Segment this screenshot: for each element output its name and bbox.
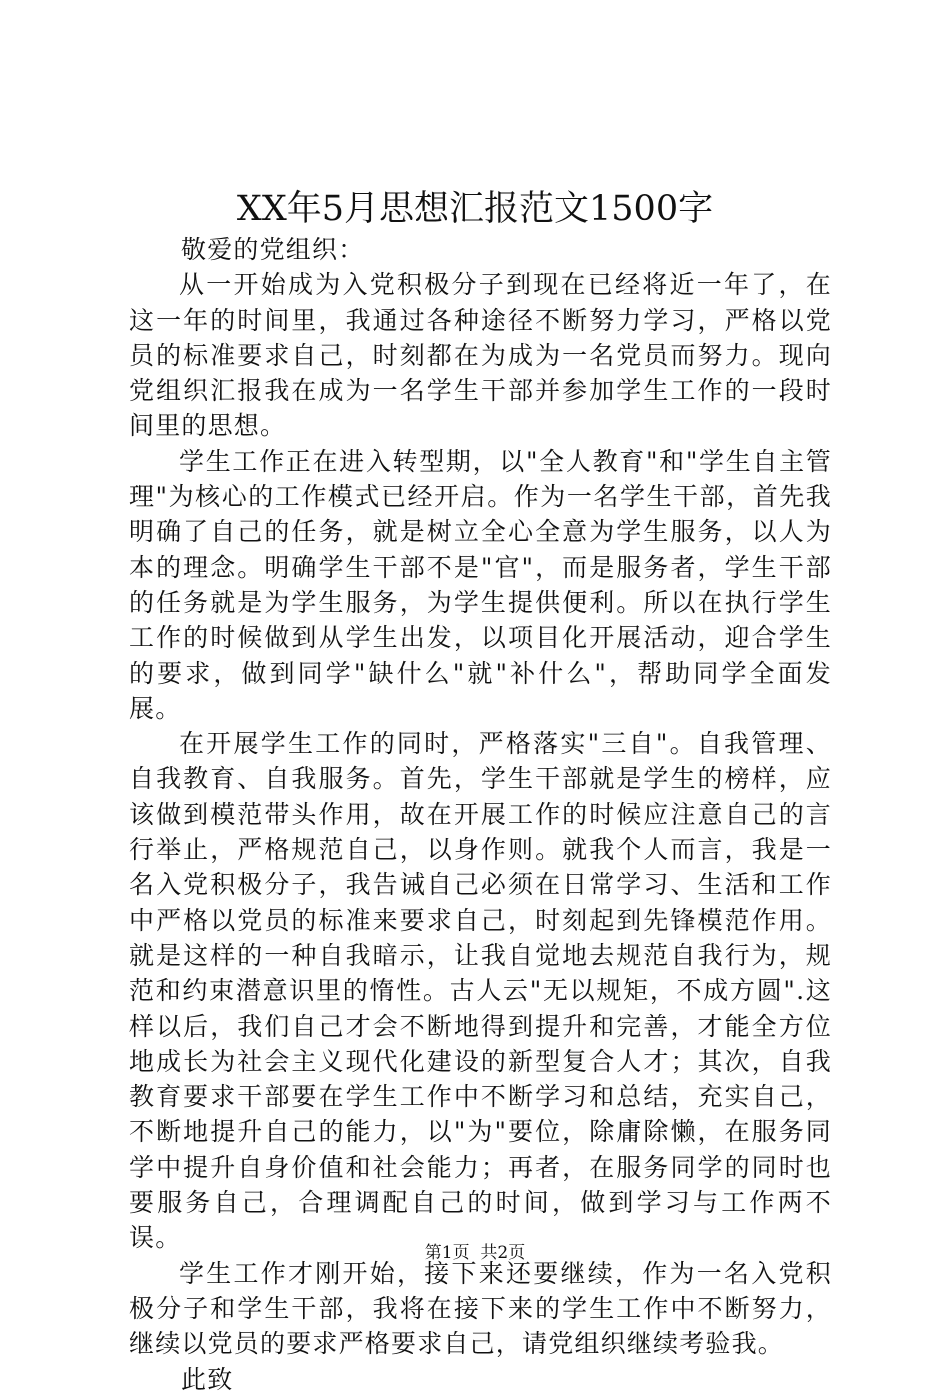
salutation: 敬爱的党组织： bbox=[181, 235, 365, 264]
document-body bbox=[129, 232, 832, 1397]
paragraph-1: 从一开始成为入党积极分子到现在已经将近一年了，在这一年的时间里，我通过各种途径不断努力学习，严格以党员的标准要求自己，时刻都在为成为一名党员而努力。现向党组织汇报我在成为一名学生干部并参加学生工作的一段时间里的思想。 bbox=[129, 270, 832, 441]
paragraph-3: 在开展学生工作的同时，严格落实"三自"。自我管理、自我教育、自我服务。首先，学生干部就是学生的榜样，应该做到模范带头作用，故在开展工作的时候应注意自己的言行举止，严格规范自己，以身作则。就我个人而言，我是一名入党积极分子，我告诫自己必须在日常学习、生活和工作中严格以党员的标准来要求自己，时刻起到先锋模范作用。就是这样的一种自我暗示，让我自觉地去规范自我行为，规范和约束潜意识里的惰性。古人云"无以规矩，不成方圆".这样以后，我们自己才会不断地得到提升和完善，才能全方位地成长为社会主义现代化建设的新型复合人才；其次，自我教育要求干部要在学生工作中不断学习和总结，充实自己，不断地提升自己的能力，以"为"要位，除庸除懒，在服务同学中提升自身价值和社会能力；再者，在服务同学的同时也要服务自己，合理调配自己的时间，做到学习与工作两不误。 bbox=[129, 729, 832, 1253]
paragraph-2: 学生工作正在进入转型期，以"全人教育"和"学生自主管理"为核心的工作模式已经开启。作为一名学生干部，首先我明确了自己的任务，就是树立全心全意为学生服务，以人为本的理念。明确学生干部不是"官"，而是服务者，学生干部的任务就是为学生服务，为学生提供便利。所以在执行学生工作的时候做到从学生出发，以项目化开展活动，迎合学生的要求，做到同学"缺什么"就"补什么"，帮助同学全面发展。 bbox=[129, 446, 832, 723]
document-title: XX年5月思想汇报范文1500字 bbox=[236, 189, 714, 229]
closing: 此致 bbox=[181, 1364, 234, 1394]
paragraph-4: 学生工作才刚开始，接下来还要继续，作为一名入党积极分子和学生干部，我将在接下来的学生工作中不断努力，继续以党员的要求严格要求自己，请党组织继续考验我。 bbox=[129, 1258, 832, 1359]
page-footer: 第1页 共2页 bbox=[424, 1243, 526, 1263]
